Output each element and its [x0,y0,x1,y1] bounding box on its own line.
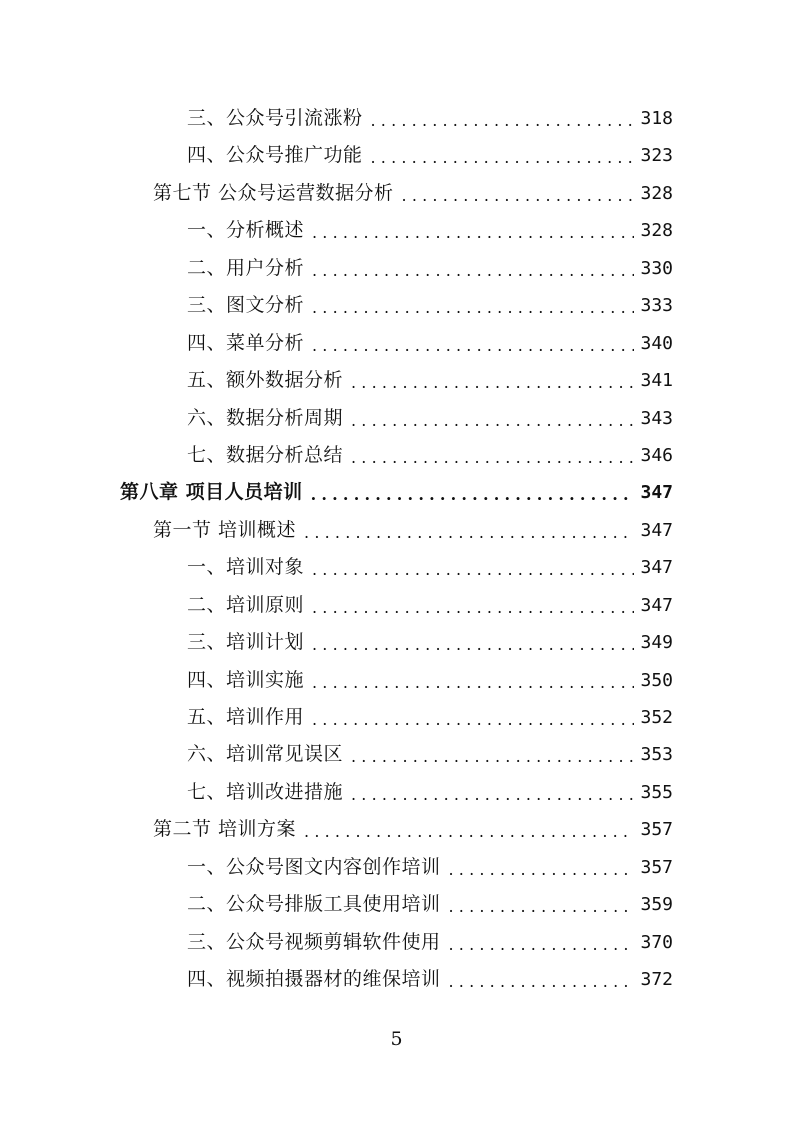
toc-dot-leader [449,963,635,1000]
toc-entry-page: 341 [640,370,673,392]
toc-entry-item[interactable] [0,886,793,923]
toc-entry-item[interactable] [0,212,793,249]
toc-entry-section[interactable] [0,811,793,848]
toc-entry-page: 346 [640,444,673,466]
toc-dot-leader [312,551,634,588]
toc-entry-title: 第七节 公众号运营数据分析 [153,181,394,204]
toc-entry-title: 第一节 培训概述 [153,518,297,541]
toc-dot-leader [312,252,634,289]
toc-entry-title: 四、视频拍摄器材的维保培训 [187,968,441,991]
toc-dot-leader [351,439,634,476]
toc-entry-title: 二、公众号排版工具使用培训 [187,893,441,916]
toc-dot-leader [371,102,635,139]
toc-entry-page: 347 [640,594,673,616]
toc-dot-leader [402,177,635,214]
toc-entry-item[interactable] [0,549,793,586]
toc-entry-chapter[interactable] [0,474,793,511]
toc-entry-page: 323 [640,145,673,167]
toc-entry-title: 三、公众号引流涨粉 [187,107,363,129]
toc-entry-title: 七、数据分析总结 [187,443,344,466]
toc-entry-item[interactable] [0,325,793,362]
toc-entry-page: 333 [640,295,673,317]
toc-entry-title: 二、培训原则 [187,593,305,616]
toc-entry-page: 343 [640,407,673,429]
toc-entry-title: 四、公众号推广功能 [187,144,363,167]
toc-entry-title: 七、培训改进措施 [187,780,344,803]
toc-dot-leader [351,738,634,775]
toc-entry-page: 359 [640,894,673,916]
toc-dot-leader [312,589,634,626]
toc-entry-item[interactable] [0,774,793,811]
toc-entry-item[interactable] [0,100,793,137]
toc-dot-leader [304,813,634,850]
toc-entry-page: 372 [640,969,673,991]
table-of-contents [0,100,793,999]
toc-entry-page: 357 [640,819,673,841]
toc-entry-page: 328 [640,182,673,204]
toc-dot-leader [449,926,635,963]
toc-entry-page: 340 [640,332,673,354]
toc-entry-page: 328 [640,220,673,242]
toc-entry-item[interactable] [0,736,793,773]
toc-dot-leader [449,888,635,925]
page-number: 5 [390,1028,403,1050]
toc-entry-title: 六、数据分析周期 [187,406,344,429]
toc-entry-item[interactable] [0,437,793,474]
toc-dot-leader [312,664,634,701]
toc-entry-page: 353 [640,744,673,766]
toc-dot-leader [312,626,634,663]
toc-entry-title: 第八章 项目人员培训 [120,481,303,504]
toc-dot-leader [312,289,634,326]
toc-dot-leader [351,364,634,401]
toc-entry-section[interactable] [0,175,793,212]
toc-entry-item[interactable] [0,250,793,287]
toc-entry-item[interactable] [0,662,793,699]
toc-entry-item[interactable] [0,362,793,399]
toc-entry-title: 三、培训计划 [187,631,305,654]
toc-dot-leader [351,402,634,439]
toc-entry-page: 318 [640,108,673,129]
toc-entry-title: 第二节 培训方案 [153,818,297,841]
toc-dot-leader [312,327,634,364]
toc-entry-page: 357 [640,856,673,878]
toc-entry-title: 一、分析概述 [187,219,305,242]
toc-entry-item[interactable] [0,400,793,437]
toc-entry-title: 二、用户分析 [187,256,305,279]
toc-entry-page: 349 [640,632,673,654]
toc-entry-page: 330 [640,257,673,279]
toc-dot-leader [312,214,634,251]
toc-entry-title: 一、培训对象 [187,556,305,579]
toc-entry-item[interactable] [0,849,793,886]
toc-entry-item[interactable] [0,924,793,961]
toc-dot-leader [311,476,635,513]
toc-entry-item[interactable] [0,287,793,324]
toc-entry-title: 一、公众号图文内容创作培训 [187,855,441,878]
toc-entry-page: 355 [640,781,673,803]
toc-entry-page: 352 [640,707,673,728]
toc-dot-leader [312,701,634,738]
toc-dot-leader [351,776,634,813]
toc-entry-title: 四、培训实施 [187,668,305,691]
toc-entry-item[interactable] [0,137,793,174]
toc-entry-title: 五、额外数据分析 [187,369,344,392]
toc-entry-page: 347 [640,557,673,579]
toc-dot-leader [449,851,635,888]
toc-dot-leader [304,514,634,551]
toc-entry-title: 四、菜单分析 [187,331,305,354]
toc-entry-page: 347 [640,519,673,541]
toc-entry-title: 五、培训作用 [187,706,305,728]
toc-entry-page: 350 [640,669,673,691]
toc-entry-title: 三、公众号视频剪辑软件使用 [187,930,441,953]
toc-entry-item[interactable] [0,961,793,998]
toc-entry-title: 三、图文分析 [187,294,305,317]
toc-entry-item[interactable] [0,699,793,736]
toc-entry-page: 347 [640,482,673,504]
toc-entry-item[interactable] [0,624,793,661]
toc-entry-page: 370 [640,931,673,953]
toc-entry-section[interactable] [0,512,793,549]
toc-dot-leader [371,139,635,176]
toc-entry-title: 六、培训常见误区 [187,743,344,766]
toc-entry-item[interactable] [0,587,793,624]
